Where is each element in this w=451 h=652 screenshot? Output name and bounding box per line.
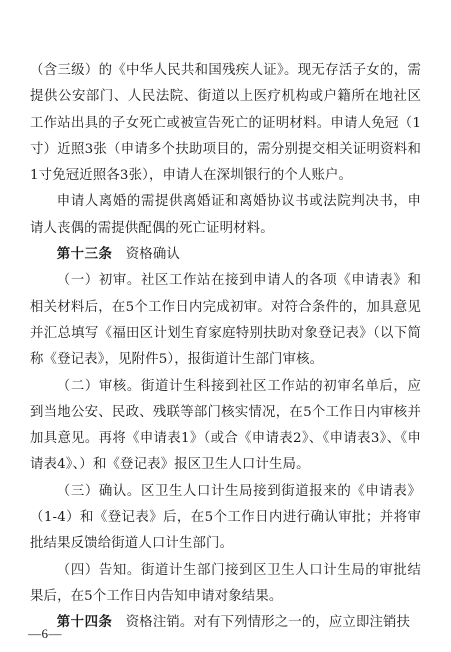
paragraph-notification <box>30 558 421 611</box>
paragraph-text: （二）审核。街道计生科接到社区工作站的初审名单后，应到当地公安、民政、残联等部门核实情况，在5个工作日内审核并加具意见。再将《申请表1》（或合《申请表2》、《申请表3》、《申请表4》、）和《登记表》报区卫生人口计生局。 <box>30 378 421 473</box>
paragraph-text: （三）确认。区卫生人口计生局接到街道报来的《申请表》（1-4）和《登记表》后，在5个工作日内进行确认审批；并将审批结果反馈给街道人口计生部门。 <box>30 483 421 552</box>
article-14-heading <box>30 610 421 636</box>
paragraph-initial-review <box>30 268 421 373</box>
page-number: —6— <box>28 626 62 641</box>
paragraph-divorce-requirements <box>30 189 421 242</box>
paragraph-text: （四）告知。街道计生部门接到区卫生人口计生局的审批结果后，在5个工作日内告知申请对象结果。 <box>30 562 421 604</box>
paragraph-text: （一）初审。社区工作站在接到申请人的各项《申请表》和相关材料后，在5个工作日内完成初审。对符合条件的，加具意见并汇总填写《福田区计划生育家庭特别扶助对象登记表》（以下简称《登记表》，见附件5），报街道计生部门审核。 <box>30 273 421 368</box>
paragraph-continuation <box>30 58 421 189</box>
document-body <box>30 58 421 637</box>
article-number: 第十四条 <box>56 615 113 631</box>
article-title: 资格确认 <box>125 247 180 263</box>
paragraph-audit <box>30 374 421 479</box>
article-text: 资格注销。对有下列情形之一的，应立即注销扶 <box>125 615 411 631</box>
article-13-heading <box>30 242 421 268</box>
paragraph-confirmation <box>30 479 421 558</box>
paragraph-text: （含三级）的《中华人民共和国残疾人证》。现无存活子女的，需提供公安部门、人民法院、街道以上医疗机构或户籍所在地社区工作站出具的子女死亡或被宣告死亡的证明材料。申请人免冠（1寸）近照3张（申请多个扶助项目的，需分别提交相关证明资料和1寸免冠近照各3张），申请人在深圳银行的个人账户。 <box>30 63 421 184</box>
article-number: 第十三条 <box>56 247 113 263</box>
paragraph-text: 申请人离婚的需提供离婚证和离婚协议书或法院判决书，申请人丧偶的需提供配偶的死亡证明材料。 <box>30 194 421 236</box>
